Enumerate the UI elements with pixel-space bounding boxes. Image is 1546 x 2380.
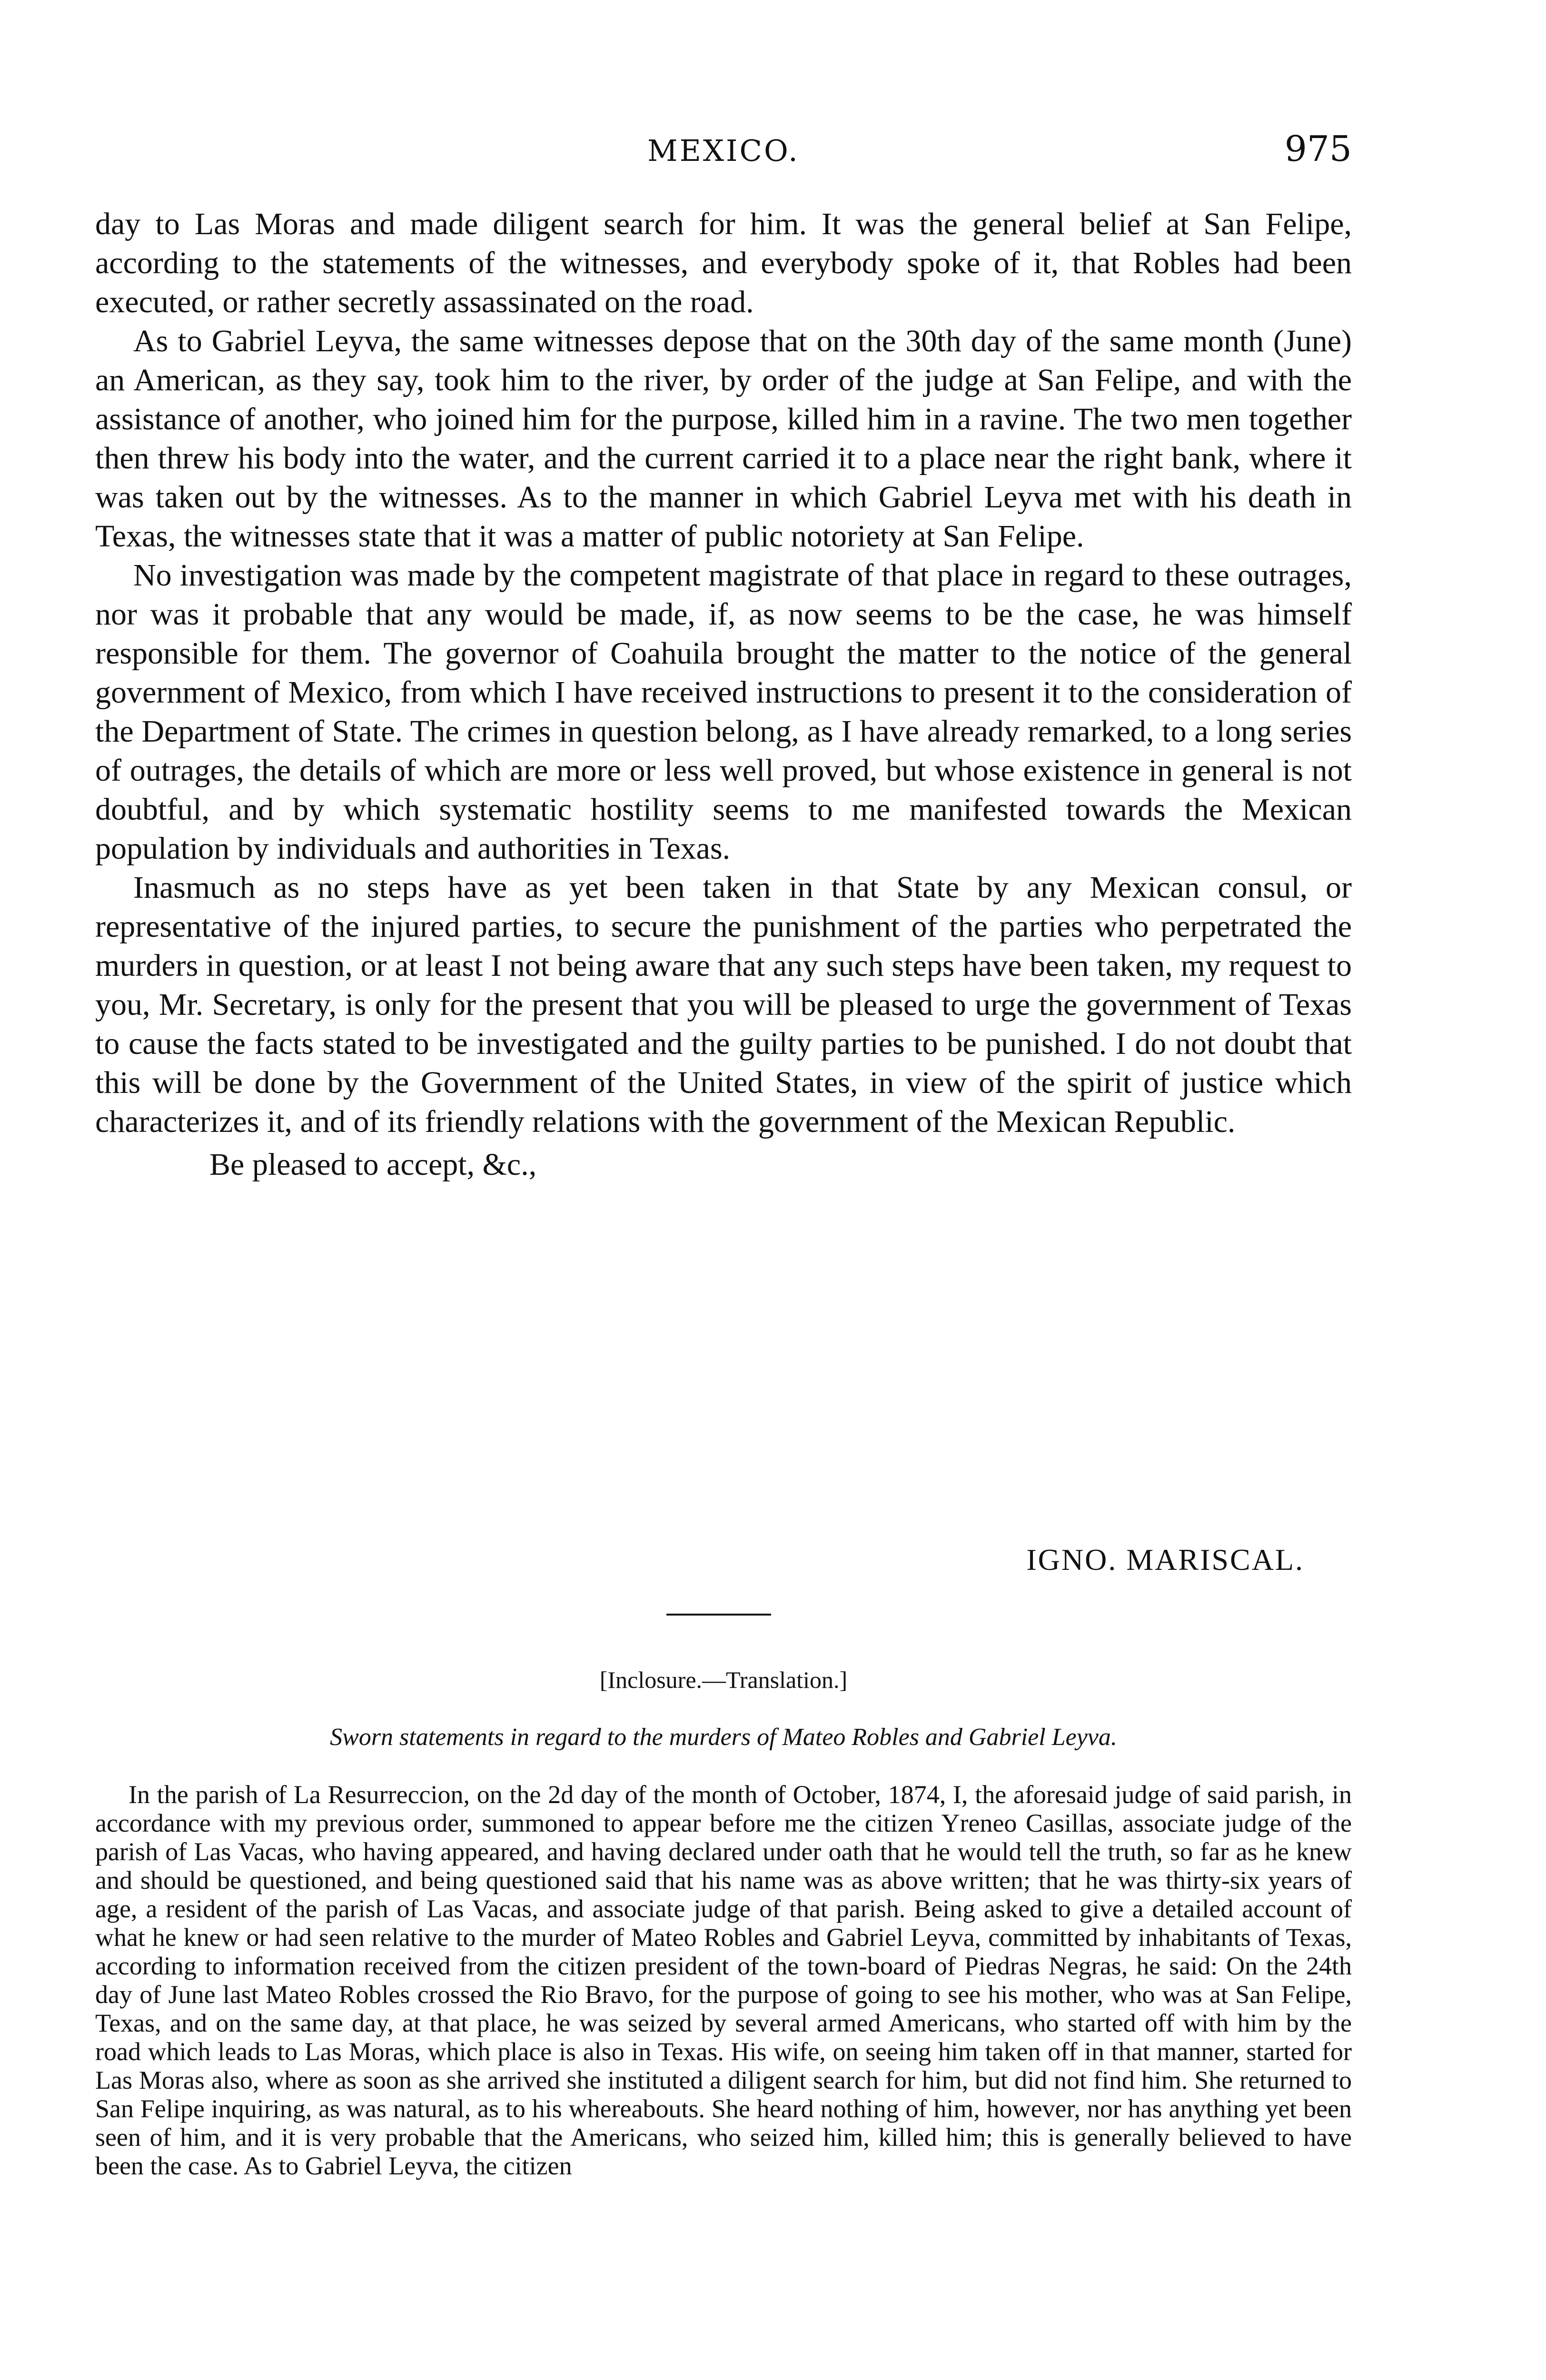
- enclosure-heading: [Inclosure.—Translation.]: [599, 1666, 848, 1693]
- enclosure-body: [95, 1780, 1352, 2180]
- enclosure-paragraph: In the parish of La Resurreccion, on the 2d day of the month of October, 1874, I, the aforesaid judge of said parish, in accordance with my previous order, summoned to appear before me the citizen Yreneo Casillas, associate judge of the parish of Las Vacas, who having appeared, and having declared under oath that he would tell the truth, so far as he knew and should be questioned, and being questioned said that his name was as above written; that he was thirty-six years of age, a resident of the parish of Las Vacas, and associate judge of that parish. Being asked to give a detailed account of what he knew or had seen relative to the murder of Mateo Robles and Gabriel Leyva, committed by inhabitants of Texas, according to information received from the citizen president of the town-board of Piedras Negras, he said: On the 24th day of June last Mateo Robles crossed the Rio Bravo, for the purpose of going to see his mother, who was at San Felipe, Texas, and on the same day, at that place, he was seized by several armed Americans, who started off with him by the road which leads to Las Moras, which place is also in Texas. His wife, on seeing him taken off in that manner, started for Las Moras also, where as soon as she arrived she instituted a diligent search for him, but did not find him. She returned to San Felipe inquiring, as was natural, as to his whereabouts. She heard nothing of him, however, nor has anything yet been seen of him, and it is very probable that the Americans, who seized him, killed him; this is generally believed to have been the case. As to Gabriel Leyva, the citizen: [95, 1780, 1352, 2180]
- running-title: MEXICO.: [647, 133, 800, 168]
- letter-paragraph: No investigation was made by the competent magistrate of that place in regard to these outrages, nor was it probable that any would be made, if, as now seems to be the case, he was himself responsible for them. The governor of Coahuila brought the matter to the notice of the general government of Mexico, from which I have received instructions to present it to the consideration of the Department of State. The crimes in question belong, as I have already remarked, to a long series of outrages, the details of which are more or less well proved, but whose existence in general is not doubtful, and by which systematic hostility seems to me manifested towards the Mexican population by individuals and authorities in Texas.: [95, 558, 1352, 866]
- letter-paragraph: day to Las Moras and made diligent search for him. It was the general belief at San Felipe, according to the statements of the witnesses, and everybody spoke of it, that Robles had been executed, or rather secretly assassinated on the road.: [95, 207, 1352, 319]
- letter-closing: Be pleased to accept, &c.,: [209, 1147, 537, 1182]
- section-divider: [666, 1614, 771, 1616]
- enclosure-title: Sworn statements in regard to the murders of Mateo Robles and Gabriel Leyva.: [330, 1724, 1117, 1751]
- letter-paragraph: As to Gabriel Leyva, the same witnesses depose that on the 30th day of the same month (June) an American, as they say, took him to the river, by order of the judge at San Felipe, and with the assistance of another, who joined him for the purpose, killed him in a ravine. The two men together then threw his body into the water, and the current carried it to a place near the right bank, where it was taken out by the witnesses. As to the manner in which Gabriel Leyva met with his death in Texas, the witnesses state that it was a matter of public notoriety at San Felipe.: [95, 324, 1352, 554]
- page-number: 975: [1284, 129, 1352, 169]
- letter-paragraph: Inasmuch as no steps have as yet been taken in that State by any Mexican consul, or representative of the injured parties, to secure the punishment of the parties who perpetrated the murders in question, or at least I not being aware that any such steps have been taken, my request to you, Mr. Secretary, is only for the present that you will be pleased to urge the government of Texas to cause the facts stated to be investigated and the guilty parties to be punished. I do not doubt that this will be done by the Government of the United States, in view of the spirit of justice which characterizes it, and of its friendly relations with the government of the Mexican Republic.: [95, 870, 1352, 1139]
- signature: IGNO. MARISCAL.: [1026, 1543, 1304, 1577]
- page-header: [95, 129, 1352, 181]
- letter-body: [95, 205, 1352, 1184]
